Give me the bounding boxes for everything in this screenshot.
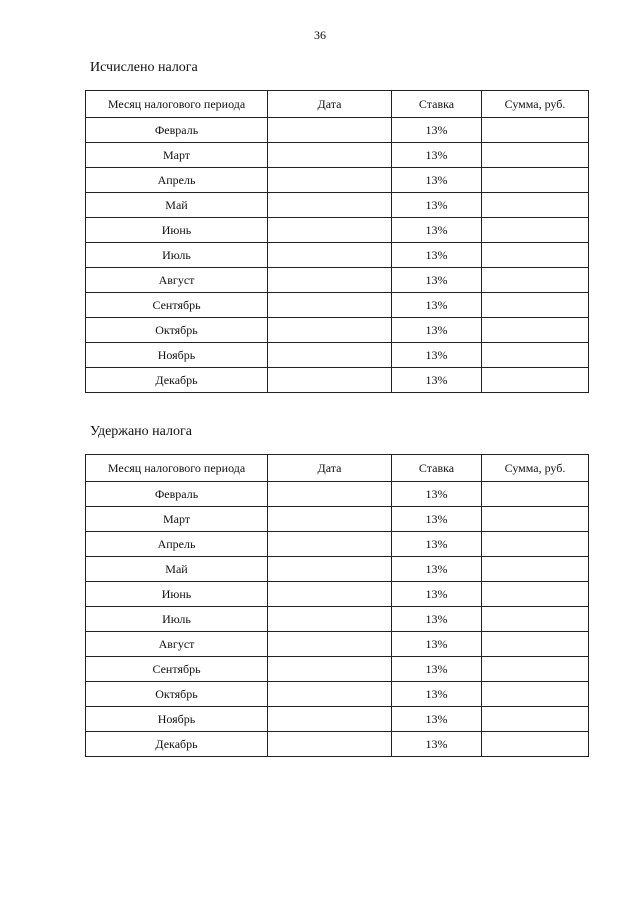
cell-date (268, 732, 392, 757)
table-row (86, 732, 589, 757)
cell-month: Ноябрь (86, 343, 268, 368)
table-header-row (86, 91, 589, 118)
cell-month: Март (86, 507, 268, 532)
cell-sum (482, 607, 589, 632)
cell-month: Октябрь (86, 318, 268, 343)
cell-sum (482, 657, 589, 682)
cell-rate: 13% (392, 218, 482, 243)
cell-date (268, 143, 392, 168)
cell-rate: 13% (392, 143, 482, 168)
cell-month: Июль (86, 243, 268, 268)
cell-month: Апрель (86, 168, 268, 193)
cell-date (268, 532, 392, 557)
cell-rate: 13% (392, 318, 482, 343)
cell-month: Май (86, 193, 268, 218)
page-number: 36 (314, 28, 326, 42)
cell-date (268, 243, 392, 268)
table-row (86, 482, 589, 507)
cell-month: Июль (86, 607, 268, 632)
cell-rate: 13% (392, 118, 482, 143)
cell-date (268, 657, 392, 682)
cell-sum (482, 143, 589, 168)
cell-sum (482, 732, 589, 757)
table-row (86, 143, 589, 168)
cell-date (268, 293, 392, 318)
cell-date (268, 118, 392, 143)
table-row (86, 118, 589, 143)
cell-sum (482, 193, 589, 218)
table-row (86, 168, 589, 193)
cell-month: Август (86, 268, 268, 293)
cell-rate: 13% (392, 507, 482, 532)
header-rate: Ставка (392, 91, 482, 118)
cell-date (268, 218, 392, 243)
table-row (86, 268, 589, 293)
cell-sum (482, 632, 589, 657)
section-title-calculated: Исчислено налога (90, 60, 198, 75)
table-row (86, 632, 589, 657)
table-row (86, 582, 589, 607)
cell-rate: 13% (392, 682, 482, 707)
table-row (86, 557, 589, 582)
header-month: Месяц налогового периода (86, 455, 268, 482)
table-header-row (86, 455, 589, 482)
table-row (86, 532, 589, 557)
table-row (86, 318, 589, 343)
cell-date (268, 268, 392, 293)
cell-month: Сентябрь (86, 657, 268, 682)
cell-rate: 13% (392, 168, 482, 193)
cell-rate: 13% (392, 557, 482, 582)
table-row (86, 607, 589, 632)
cell-rate: 13% (392, 732, 482, 757)
cell-date (268, 557, 392, 582)
cell-sum (482, 557, 589, 582)
cell-month: Декабрь (86, 732, 268, 757)
cell-rate: 13% (392, 243, 482, 268)
cell-sum (482, 293, 589, 318)
cell-date (268, 343, 392, 368)
cell-date (268, 607, 392, 632)
table-row (86, 218, 589, 243)
table-row (86, 682, 589, 707)
cell-rate: 13% (392, 532, 482, 557)
cell-rate: 13% (392, 607, 482, 632)
cell-rate: 13% (392, 632, 482, 657)
cell-date (268, 318, 392, 343)
cell-sum (482, 168, 589, 193)
table-row (86, 343, 589, 368)
header-date: Дата (268, 455, 392, 482)
cell-sum (482, 507, 589, 532)
header-rate: Ставка (392, 455, 482, 482)
cell-rate: 13% (392, 657, 482, 682)
cell-sum (482, 243, 589, 268)
calculated-tax-table (85, 90, 589, 393)
cell-rate: 13% (392, 343, 482, 368)
table-row (86, 707, 589, 732)
cell-sum (482, 582, 589, 607)
cell-date (268, 707, 392, 732)
cell-sum (482, 682, 589, 707)
table-row (86, 293, 589, 318)
cell-sum (482, 532, 589, 557)
cell-sum (482, 343, 589, 368)
cell-date (268, 193, 392, 218)
table-row (86, 657, 589, 682)
table-row (86, 243, 589, 268)
cell-month: Май (86, 557, 268, 582)
cell-date (268, 482, 392, 507)
cell-month: Февраль (86, 118, 268, 143)
cell-month: Октябрь (86, 682, 268, 707)
cell-rate: 13% (392, 482, 482, 507)
cell-rate: 13% (392, 368, 482, 393)
cell-month: Апрель (86, 532, 268, 557)
cell-rate: 13% (392, 268, 482, 293)
cell-date (268, 368, 392, 393)
cell-month: Август (86, 632, 268, 657)
section-title-withheld: Удержано налога (90, 424, 192, 439)
cell-date (268, 632, 392, 657)
cell-month: Июнь (86, 582, 268, 607)
cell-sum (482, 318, 589, 343)
withheld-tax-table (85, 454, 589, 757)
cell-month: Декабрь (86, 368, 268, 393)
header-month: Месяц налогового периода (86, 91, 268, 118)
table-row (86, 507, 589, 532)
cell-rate: 13% (392, 707, 482, 732)
cell-sum (482, 707, 589, 732)
cell-month: Сентябрь (86, 293, 268, 318)
cell-rate: 13% (392, 582, 482, 607)
cell-month: Март (86, 143, 268, 168)
cell-month: Февраль (86, 482, 268, 507)
table-row (86, 368, 589, 393)
cell-sum (482, 368, 589, 393)
header-date: Дата (268, 91, 392, 118)
cell-rate: 13% (392, 193, 482, 218)
table-row (86, 193, 589, 218)
cell-date (268, 168, 392, 193)
cell-date (268, 582, 392, 607)
header-sum: Сумма, руб. (482, 91, 589, 118)
cell-rate: 13% (392, 293, 482, 318)
cell-month: Ноябрь (86, 707, 268, 732)
cell-sum (482, 482, 589, 507)
cell-date (268, 507, 392, 532)
cell-sum (482, 268, 589, 293)
cell-sum (482, 218, 589, 243)
cell-sum (482, 118, 589, 143)
header-sum: Сумма, руб. (482, 455, 589, 482)
cell-month: Июнь (86, 218, 268, 243)
cell-date (268, 682, 392, 707)
